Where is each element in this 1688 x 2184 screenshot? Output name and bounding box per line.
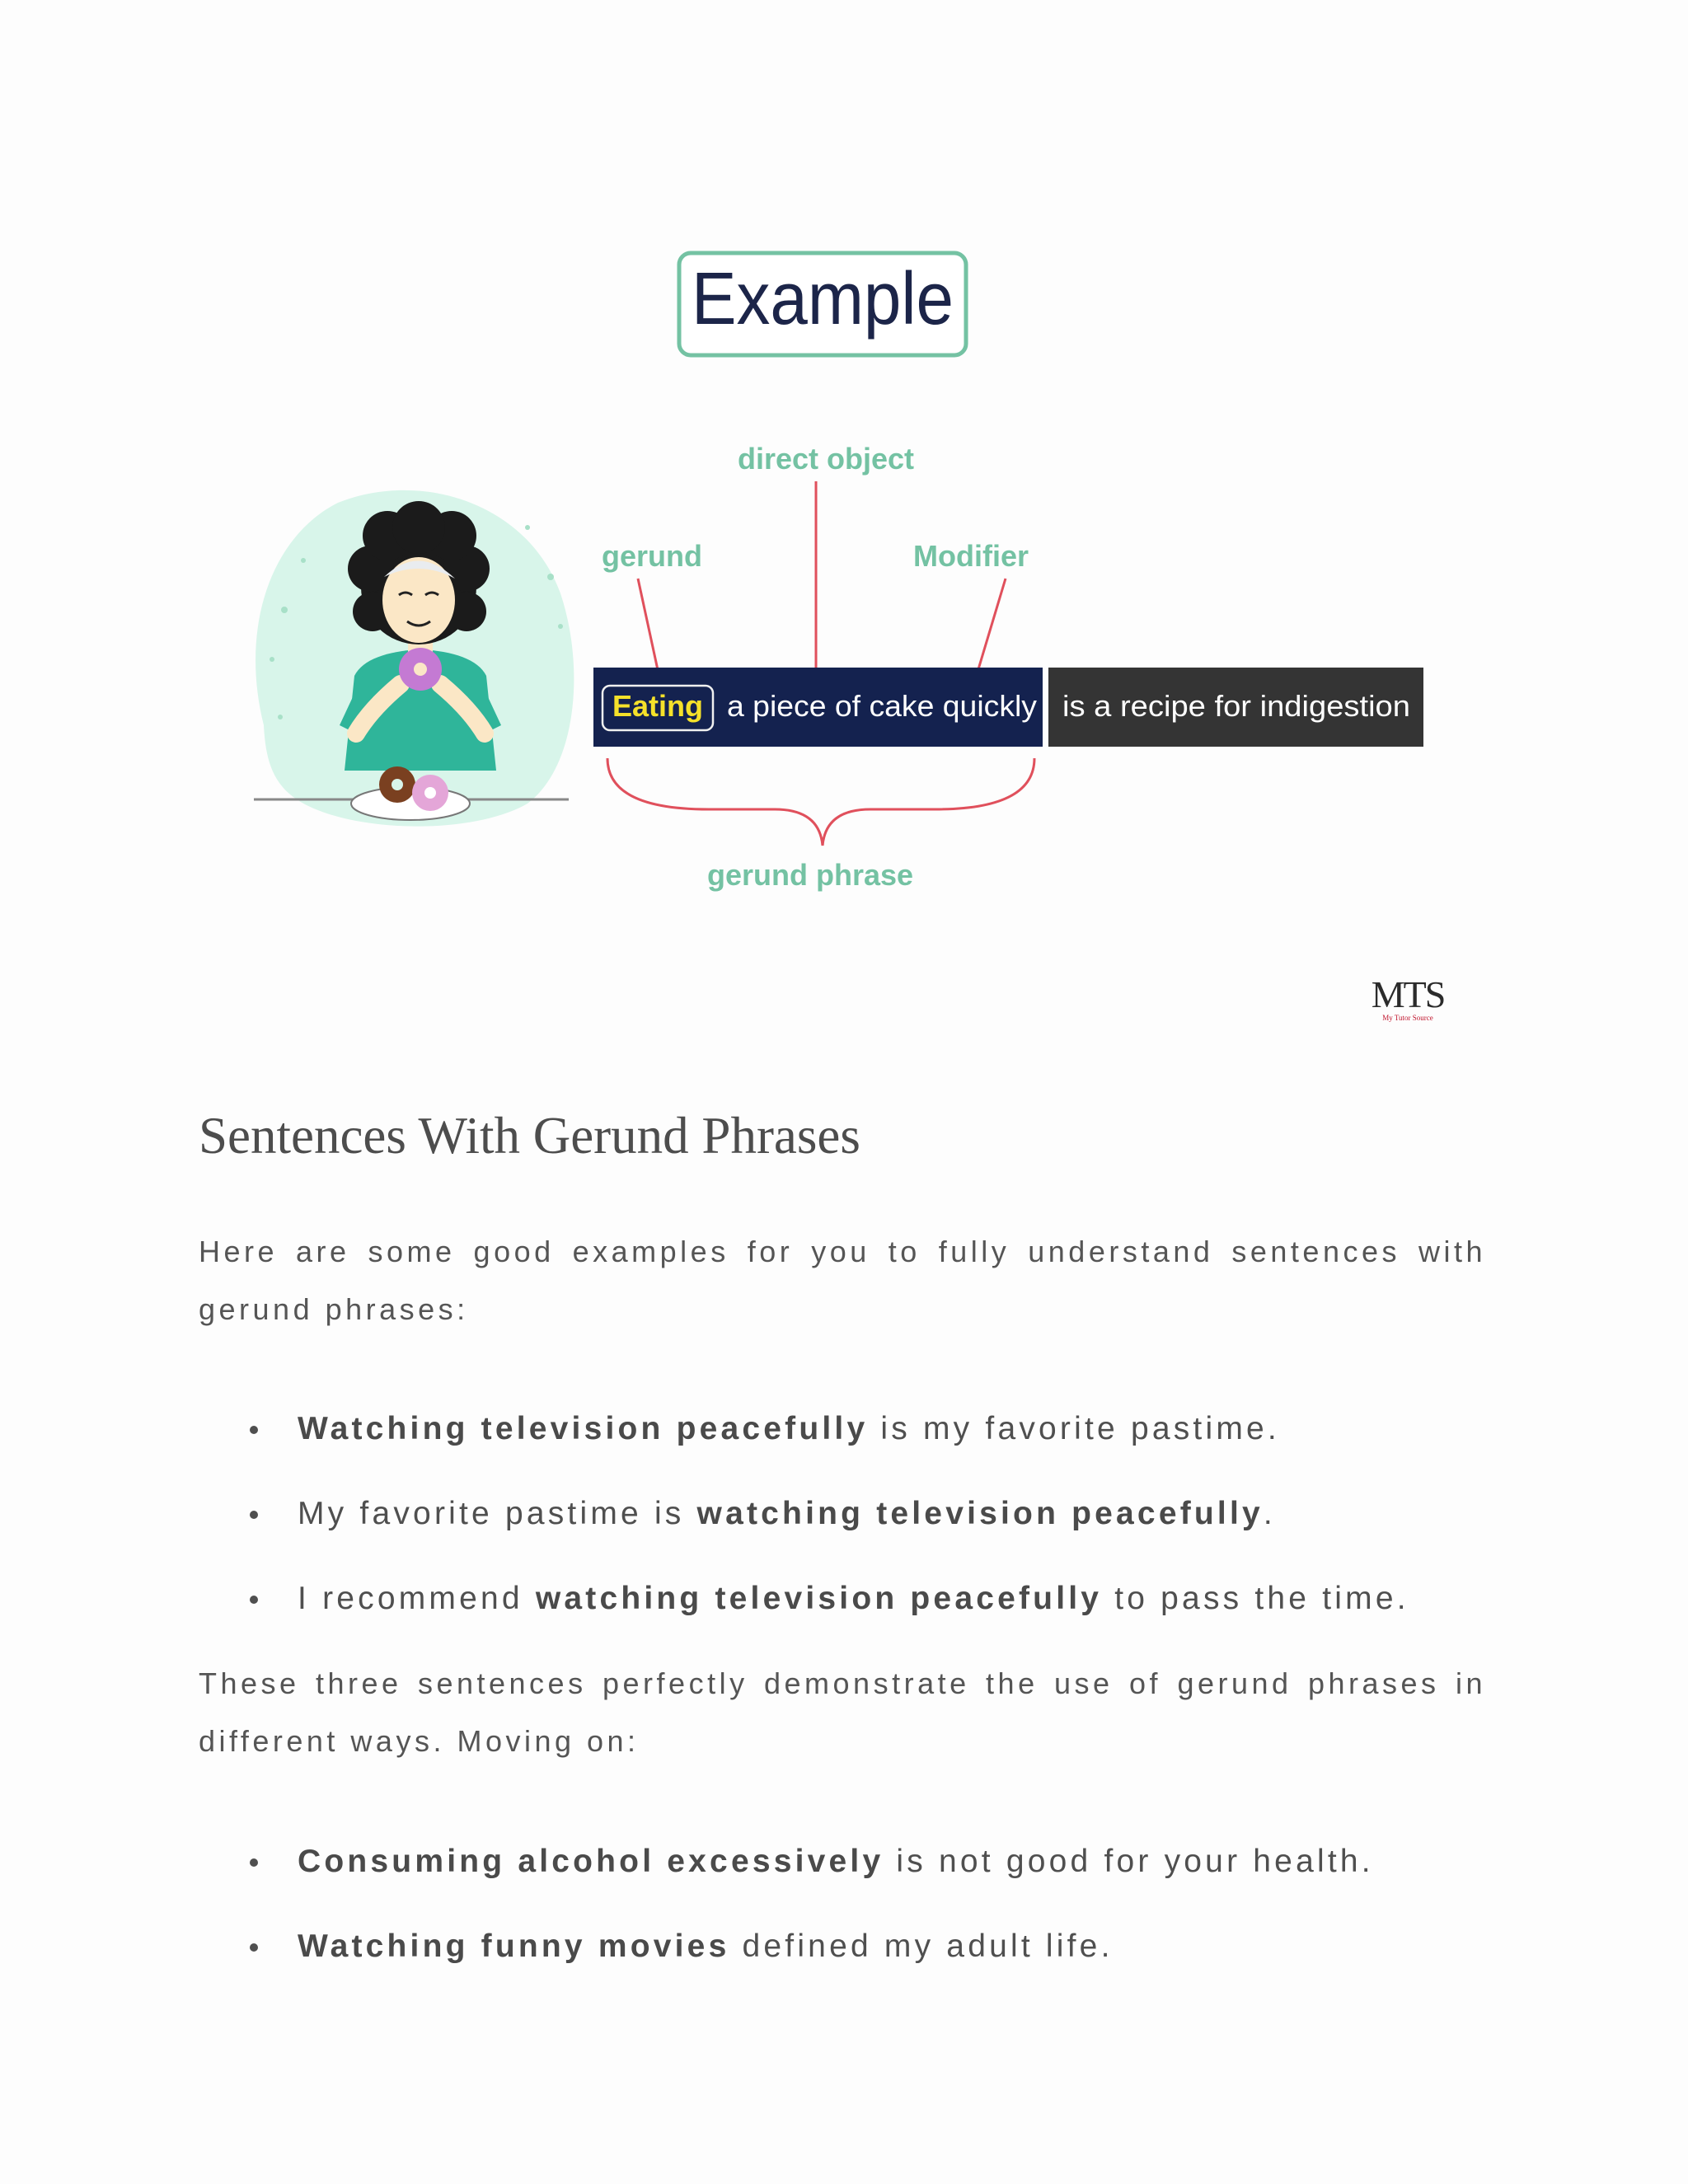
gerund-phrase-bold: watching television peacefully [535, 1581, 1103, 1616]
list-item [199, 1386, 1484, 1471]
woman-eating-donut-illustration [254, 490, 574, 827]
item-after: is my favorite pastime. [868, 1411, 1280, 1446]
my-tutor-source-logo [1362, 973, 1454, 1022]
examples-list-2 [199, 1819, 1484, 1989]
list-item [199, 1471, 1484, 1556]
logo-tagline: My Tutor Source [1382, 1014, 1433, 1022]
list-item [199, 1904, 1484, 1989]
gerund-pointer [638, 579, 659, 677]
middle-paragraph: These three sentences perfectly demonstrate the use of gerund phrases in different ways. Moving on: [199, 1666, 1486, 1758]
predicate-text: is a recipe for indigestion [1062, 689, 1410, 723]
list-item [199, 1556, 1484, 1641]
phrase-remainder: a piece of cake quickly [727, 689, 1037, 723]
section-heading: Sentences With Gerund Phrases [199, 1107, 860, 1165]
item-after: defined my adult life. [729, 1929, 1114, 1964]
examples-list-1 [199, 1386, 1484, 1641]
gerund-word: Eating [612, 689, 704, 723]
direct-object-label: direct object [737, 442, 915, 476]
item-before: I recommend [298, 1581, 536, 1616]
gerund-phrase-bold: Watching television peacefully [298, 1411, 869, 1446]
modifier-label: Modifier [913, 539, 1029, 573]
list-item [199, 1819, 1484, 1904]
gerund-phrase-brace [607, 758, 1034, 846]
gerund-phrase-label: gerund phrase [706, 858, 914, 892]
gerund-label: gerund [602, 539, 702, 573]
item-after: is not good for your health. [884, 1844, 1374, 1879]
item-before: My favorite pastime is [298, 1496, 697, 1531]
gerund-phrase-bold: Watching funny movies [298, 1929, 730, 1964]
item-after: to pass the time. [1102, 1581, 1409, 1616]
example-title: Example [692, 258, 954, 340]
gerund-example-figure [0, 0, 1688, 972]
intro-paragraph: Here are some good examples for you to fully understand sentences with gerund phrases: [199, 1235, 1486, 1326]
gerund-phrase-bold: watching television peacefully [696, 1496, 1264, 1531]
modifier-pointer [976, 579, 1006, 677]
gerund-phrase-bold: Consuming alcohol excessively [298, 1844, 884, 1879]
item-after: . [1263, 1496, 1276, 1531]
logo-mark: MTS [1371, 973, 1445, 1015]
